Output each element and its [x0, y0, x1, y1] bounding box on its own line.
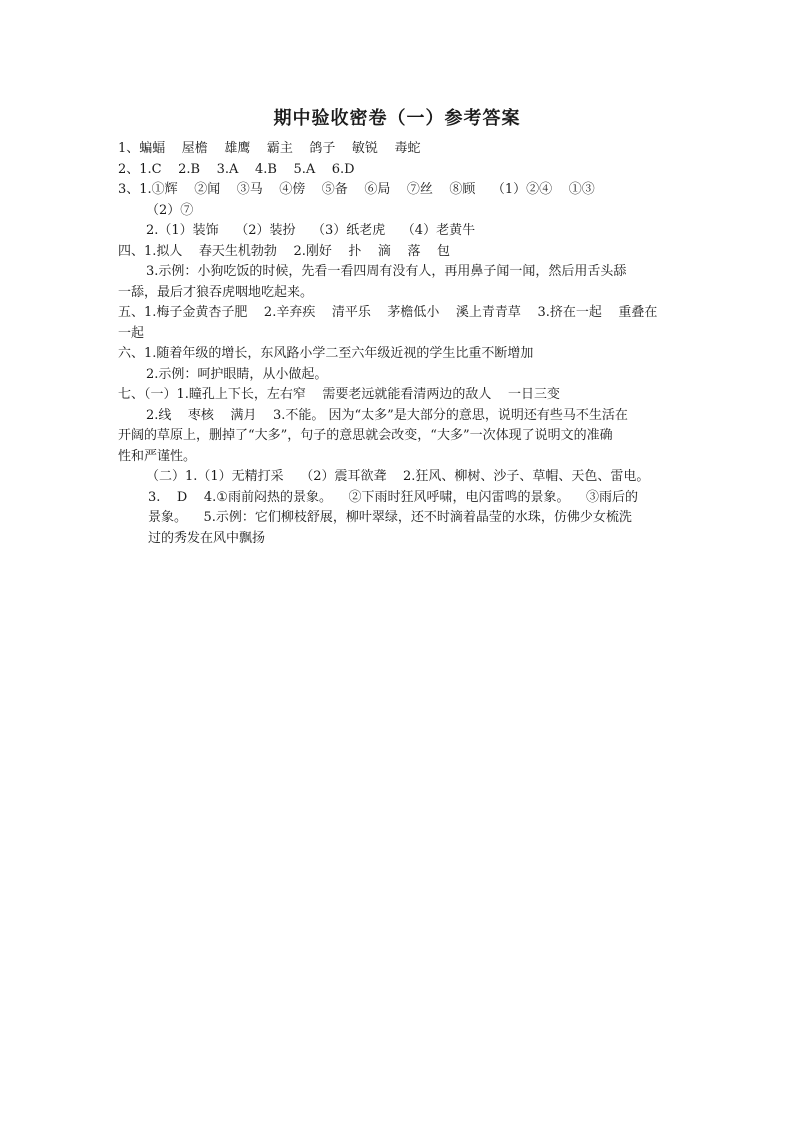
page-title: 期中验收密卷（一）参考答案 [273, 108, 521, 129]
answer-line-5: 2.（1）装饰 （2）装扮 （3）纸老虎 （4）老黄牛 [146, 223, 476, 238]
answer-line-2: 2、1.C 2.B 3.A 4.B 5.A 6.D [118, 161, 355, 177]
answer-line-6: 四、1.拟人 春天生机勃勃 2.刚好 扑 滴 落 包 [118, 243, 450, 259]
answer-line-19: 景象。 5.示例：它们柳枝舒展，柳叶翠绿，还不时滴着晶莹的水珠，仿佛少女梳洗 [148, 510, 632, 525]
answer-line-15: 开阔的草原上，删掉了“大多”，句子的意思就会改变，“大多”一次体现了说明文的准确 [118, 428, 613, 443]
answer-line-1: 1、蝙蝠 屋檐 雄鹰 霸主 鸽子 敏锐 毒蛇 [118, 141, 421, 156]
answer-line-4: （2）⑦ [146, 202, 194, 218]
answer-line-3: 3、1.①辉 ②闻 ③马 ④傍 ⑤备 ⑥局 ⑦丝 ⑧顾 （1）②④ ①③ [118, 182, 595, 197]
answer-line-13: 七、（一）1.瞳孔上下长，左右窄 需要老远就能看清两边的敌人 一日三变 [118, 387, 560, 402]
answer-line-10: 一起 [118, 325, 145, 341]
answer-line-11: 六、1.随着年级的增长，东风路小学二至六年级近视的学生比重不断增加 [118, 346, 534, 361]
answer-line-9: 五、1.梅子金黄杏子肥 2.辛弃疾 清平乐 茅檐低小 溪上青青草 3.挤在一起 重叠在 [118, 305, 658, 320]
answer-content [118, 139, 678, 549]
answer-line-20: 过的秀发在风中飘扬 [148, 530, 266, 546]
answer-line-18: 3. D 4.①雨前闷热的景象。 ②下雨时狂风呼啸，电闪雷鸣的景象。 ③雨后的 [148, 489, 639, 505]
answer-line-7: 3.示例：小狗吃饭的时候，先看一看四周有没有人，再用鼻子闻一闻，然后用舌头舔 [146, 264, 627, 279]
answer-line-17: （二）1.（1）无精打采 （2）震耳欲聋 2.狂风、柳树、沙子、草帽、天色、雷电。 [146, 469, 650, 484]
answer-line-16: 性和严谨性。 [118, 448, 197, 464]
answer-line-14: 2.线 枣核 满月 3.不能。 因为“太多”是大部分的意思，说明还有些马不生活在 [146, 407, 628, 423]
answer-line-12: 2.示例：呵护眼睛，从小做起。 [146, 366, 328, 382]
answer-line-8: 一舔，最后才狼吞虎咽地吃起来。 [118, 284, 314, 300]
